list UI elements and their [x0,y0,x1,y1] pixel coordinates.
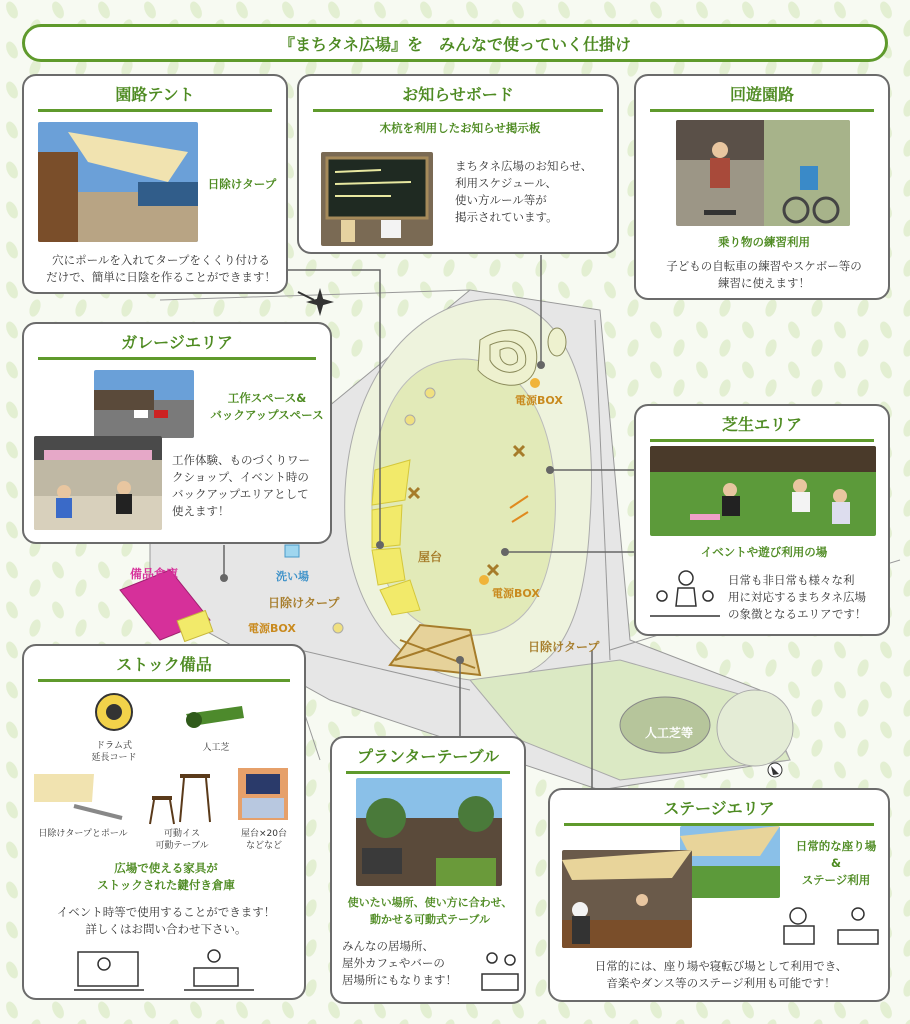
people-illustration-icon [478,948,522,996]
cable-reel-icon [94,690,134,734]
loop-description: 子どもの自転車の練習やスケボー等の 練習に使えます！ [666,259,862,290]
map-label-turf: 人工芝等 [645,726,694,740]
lawn-photo [650,446,876,536]
stage-description: 日常的には、座り場や寝転び場として利用でき、 音楽やダンス等のステージ利用も可能です！ [594,959,848,990]
planter-caption: 使いたい場所、使い方に合わせ、 動かせる可動式テーブル [347,896,513,926]
board-title: お知らせボード [313,82,603,112]
stage-card [548,788,890,1002]
planter-card [330,736,526,1004]
loop-card [634,74,890,300]
stock-caption: 広場で使える家具が ストックされた鍵付き倉庫 [97,861,235,892]
stage-caption: 日常的な座り場 & ステージ利用 [795,839,877,887]
map-label-washing: 洗い場 [276,570,309,583]
garage-description: 工作体験、ものづくりワー クショップ、イベント時の バックアップエリアとして 使えます！ [172,453,310,518]
lawn-description: 日常も非日常も様々な利 用に対応するまちタネ広場 の象徴となるエリアです！ [728,573,867,621]
map-label-power-box: 電源BOX [515,394,563,407]
stock-description: イベント時等で使用することができます！ 詳しくはお問い合わせ下さい。 [56,905,276,936]
map-label-power-box: 電源BOX [248,622,296,635]
stage-title: ステージエリア [564,796,874,826]
planter-photo [356,778,502,886]
loop-title: 回遊園路 [650,82,874,112]
yatai-stall-label: 屋台×20台 などなど [241,829,287,851]
map-label-tarp: 日除けタープ [268,596,340,610]
movable-chair-table-icon [146,766,216,826]
board-photo [321,152,433,246]
lawn-card [634,404,890,636]
lawn-title: 芝生エリア [650,412,874,442]
tent-title: 園路テント [38,82,272,112]
garage-photo-2 [34,436,162,530]
map-label-warehouse: 備品倉庫 [130,567,179,581]
artificial-turf-label: 人工芝 [202,743,230,753]
loop-photo [676,120,850,226]
garage-title: ガレージエリア [38,330,316,360]
tent-photo-caption: 日除けタープ [207,177,277,191]
tarp-pole-label: 日除けタープとポール [38,829,128,839]
map-label-tarp: 日除けタープ [528,640,600,654]
planter-title: プランターテーブル [346,744,510,774]
tent-photo [38,122,198,242]
movable-chair-table-label: 可動イス 可動テーブル [155,829,209,851]
tarp-pole-icon [34,772,124,822]
tent-description: 穴にポールを入れてタープをくくり付ける だけで、簡単に日陰を作ることができます！ [46,253,276,284]
stage-photo-2 [562,850,692,948]
page-title-banner: 『まちタネ広場』を みんなで使っていく仕掛け [22,24,888,62]
cable-reel-label: ドラム式 延長コード [91,741,137,763]
garage-caption: 工作スペース& バックアップスペース [210,391,324,422]
tent-card [22,74,288,294]
people-illustration-icon [650,566,720,622]
lawn-caption: イベントや遊び利用の場 [700,545,828,559]
planter-description: みんなの居場所、 屋外カフェやバーの 居場所にもなります！ [342,939,457,987]
map-label-power-box: 電源BOX [492,587,540,600]
board-subtitle: 木杭を利用したお知らせ掲示板 [379,121,541,135]
map-label-yatai: 屋台 [418,550,443,564]
people-illustration-icon [778,904,884,950]
stage-photo-1 [680,826,780,898]
garage-photo-1 [94,370,194,438]
loop-caption: 乗り物の練習利用 [718,235,810,249]
people-illustration-icon [74,944,254,994]
board-description: まちタネ広場のお知らせ、 利用スケジュール、 使い方ルール等が 掲示されています。 [455,159,593,224]
yatai-stall-icon [238,768,288,820]
artificial-turf-icon [186,702,246,730]
stock-title: ストック備品 [38,652,290,682]
stock-card [22,644,306,1000]
board-card [297,74,619,254]
garage-card [22,322,332,544]
